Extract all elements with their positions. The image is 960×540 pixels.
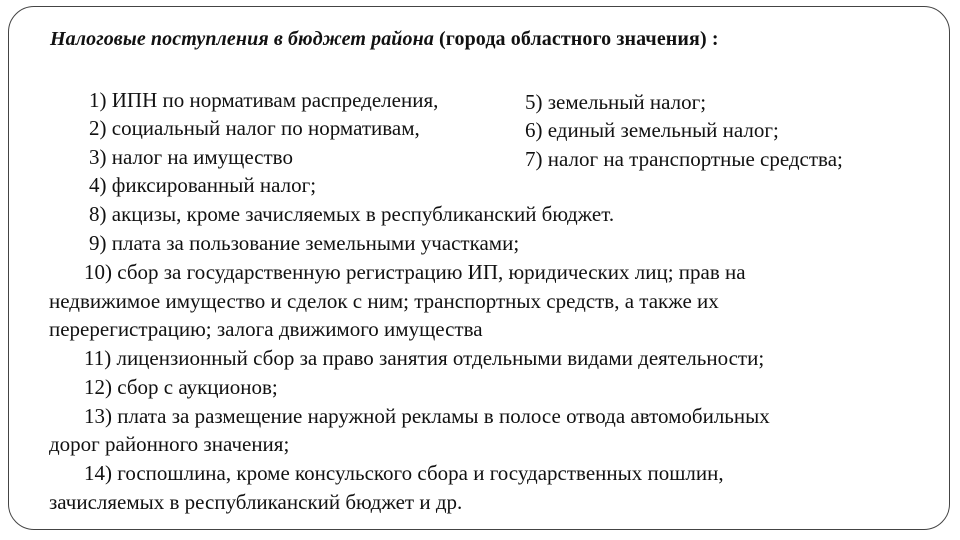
list-item-14-line-2: зачисляемых в республиканский бюджет и др. — [49, 490, 463, 514]
list-item-7: 7) налог на транспортные средства; — [525, 147, 843, 171]
list-item-10-line-2: недвижимое имущество и сделок с ним; транспортных средств, а также их — [49, 289, 719, 313]
list-item-6: 6) единый земельный налог; — [525, 118, 779, 142]
list-item-8: 8) акцизы, кроме зачисляемых в республиканский бюджет. — [89, 202, 615, 226]
list-item-13-line-1: 13) плата за размещение наружной рекламы в полосе отвода автомобильных — [84, 404, 770, 428]
list-item-1: 1) ИПН по нормативам распределения, — [89, 88, 439, 112]
list-item-3: 3) налог на имущество — [89, 145, 293, 169]
list-item-14-line-1: 14) госпошлина, кроме консульского сбора и государственных пошлин, — [84, 461, 724, 485]
list-item-2: 2) социальный налог по нормативам, — [89, 116, 420, 140]
slide-title — [50, 28, 719, 51]
list-item-13-line-2: дорог районного значения; — [49, 432, 290, 456]
list-item-5: 5) земельный налог; — [525, 90, 707, 114]
list-item-10-line-3: перерегистрацию; залога движимого имущества — [49, 317, 483, 341]
list-item-11: 11) лицензионный сбор за право занятия отдельными видами деятельности; — [84, 346, 765, 370]
title-italic-part: Налоговые поступления в бюджет района — [50, 28, 434, 50]
title-plain-part: (города областного значения) : — [433, 28, 719, 50]
list-item-9: 9) плата за пользование земельными участками; — [89, 231, 520, 255]
list-item-10-line-1: 10) сбор за государственную регистрацию ИП, юридических лиц; прав на — [84, 260, 746, 284]
list-item-4: 4) фиксированный налог; — [89, 173, 317, 197]
list-item-12: 12) сбор с аукционов; — [84, 375, 278, 399]
